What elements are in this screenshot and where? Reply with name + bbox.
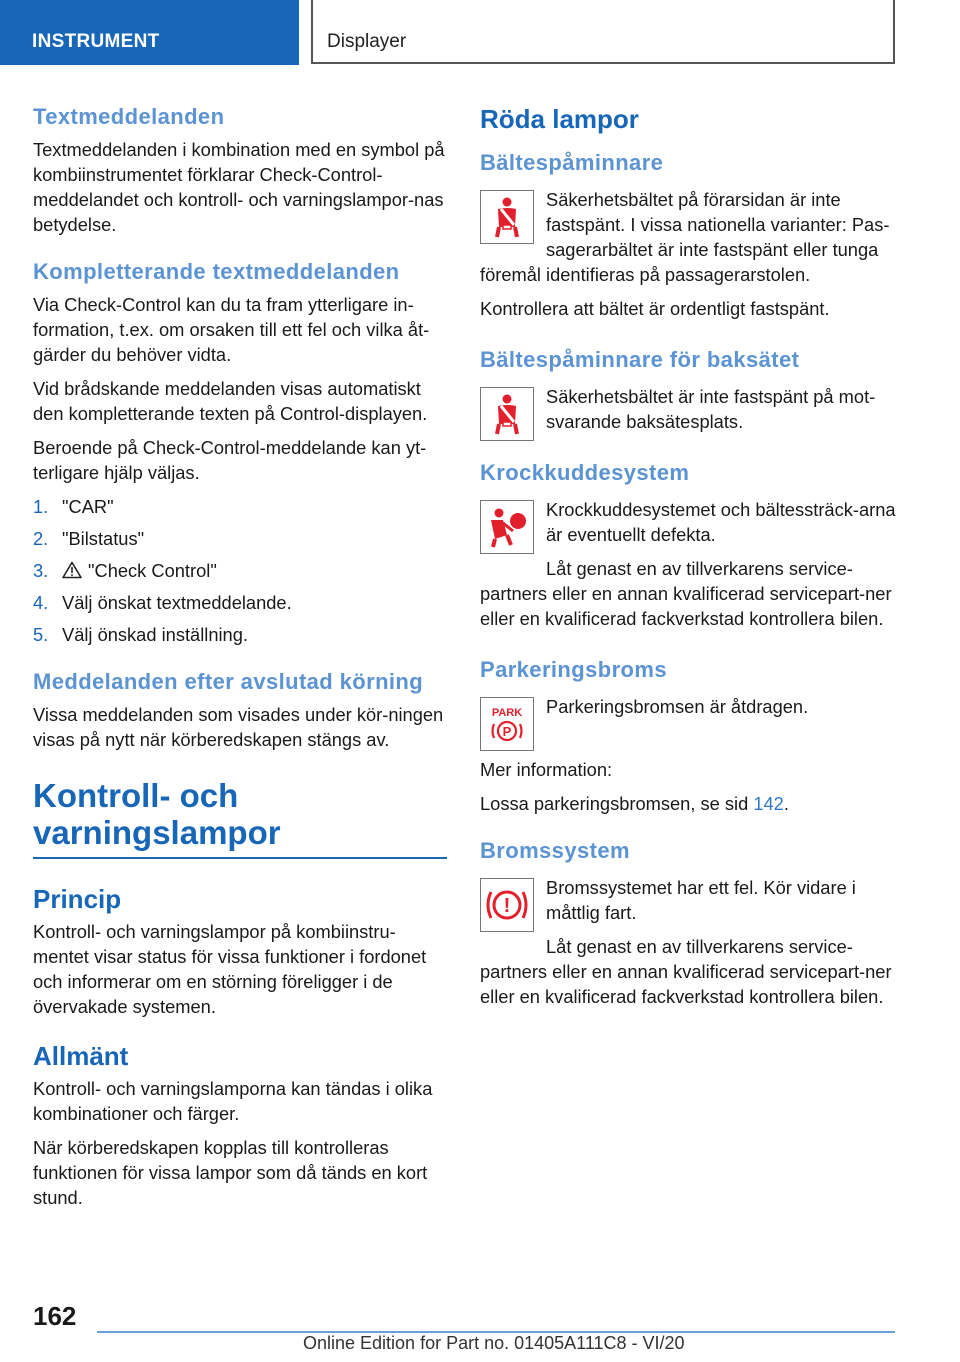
brake-p2: Låt genast en av tillverkarens service-partners eller en annan kvalificerad servicepart-ner eller en kvalificerad fackverkstad kontrollera bilen. [480,936,892,1007]
brake-entry [480,875,896,1018]
seatbelt-entry [480,187,896,296]
main-title-line1: Kontroll- och [33,777,239,814]
list-item [33,494,447,519]
heading-efter-korning: Meddelanden efter avslutad körning [33,669,424,694]
heading-princip: Princip [33,884,122,914]
header-section-tab [0,0,299,65]
brake-text: Bromssystemet har ett fel. Kör vidare i måttlig fart. [546,877,856,923]
seatbelt-text: Säkerhetsbältet på förarsidan är inte fastspänt. I vissa nationella varianter: Pas-sagerarbältet är inte fastspänt eller tunga föremål identifieras på passagerarstolen. [480,189,890,285]
step-number: 1. [33,496,49,517]
list-item [33,558,447,583]
step-text: Välj önskad inställning. [62,624,248,645]
rear-seatbelt-icon [480,387,534,441]
efter-korning-body: Vissa meddelanden som visades under kör-ningen visas på nytt när körberedskapen stängs av. [33,704,444,750]
list-item [33,526,447,551]
svg-text:!: ! [503,895,511,917]
heading-kompletterande: Kompletterande textmeddelanden [33,259,400,284]
heading-krockkuddesystem: Krockkuddesystem [480,460,690,485]
seatbelt-icon [480,190,534,244]
airbag-text: Krockkuddesystemet och bältessträck-arna är eventuellt defekta. [546,499,896,545]
airbag-entry [480,497,896,640]
kompletterande-p3: Beroende på Check-Control-meddelande kan yt-terligare hjälp väljas. [33,437,427,483]
header-subsection-box [311,0,895,64]
step-text: "Check Control" [88,560,217,581]
parking-brake-icon [480,697,534,751]
textmeddelanden-body: Textmeddelanden i kombination med en symbol på kombiinstrumentet förklarar Check-Control-meddelandet och kontroll- och varningslampor-nas betydelse. [33,139,445,235]
step-number: 5. [33,624,49,645]
seatbelt-p2: Kontrollera att bältet är ordentligt fastspänt. [480,298,830,319]
heading-textmeddelanden: Textmeddelanden [33,104,225,129]
heading-baltespaminnare-baksatet: Bältespåminnare för baksätet [480,347,800,372]
heading-roda-lampor: Röda lampor [480,104,639,134]
main-title-line2: varningslampor [33,814,281,851]
heading-allmant: Allmänt [33,1041,129,1071]
step-text: Välj önskat textmeddelande. [62,592,292,613]
airbag-p2: Låt genast en av tillverkarens service-partners eller en annan kvalificerad servicepart-ner eller en kvalificerad fackverkstad kontrollera bilen. [480,558,892,629]
rear-seatbelt-entry [480,384,896,447]
subsection-label: Displayer [327,31,407,52]
step-text: "Bilstatus" [62,528,145,549]
rear-seatbelt-text: Säkerhetsbältet är inte fastspänt på mot-svarande baksätesplats. [546,386,876,432]
svg-text:P: P [502,724,512,739]
allmant-p1: Kontroll- och varningslamporna kan tändas i olika kombinationer och färger. [33,1078,433,1124]
left-column [33,103,447,1219]
heading-baltespaminnare: Bältespåminnare [480,150,664,175]
right-column [480,103,896,1018]
airbag-icon [480,500,534,554]
list-item [33,590,447,615]
warning-triangle-icon [62,561,82,579]
parking-brake-text: Parkeringsbromsen är åtdragen. [546,696,809,717]
kompletterande-p1: Via Check-Control kan du ta fram ytterligare in-formation, t.ex. om orsaken till ett fel och vilka åt-gärder du behöver vidta. [33,294,430,365]
footer-edition: Online Edition for Part no. 01405A111C8 - VI/20 [303,1333,685,1353]
brake-warning-icon [480,878,534,932]
page-link[interactable]: 142 [753,793,784,814]
heading-bromssystem: Bromssystem [480,838,630,863]
heading-parkeringsbroms: Parkeringsbroms [480,657,667,682]
svg-text:PARK: PARK [491,707,523,719]
kompletterande-p2: Vid brådskande meddelanden visas automatiskt den kompletterande texten på Control-displayen. [33,378,428,424]
main-title-block [33,777,447,859]
step-text: "CAR" [62,496,114,517]
parking-brake-entry [480,694,896,757]
parking-brake-p2: Mer information: [480,759,613,780]
parking-brake-p3: Lossa parkeringsbromsen, se sid 142. [480,793,789,814]
step-number: 4. [33,592,49,613]
step-number: 2. [33,528,49,549]
section-label: INSTRUMENT [32,31,160,52]
step-number: 3. [33,560,49,581]
list-item [33,622,447,647]
step-list [33,494,447,647]
princip-body: Kontroll- och varningslampor på kombiinstru-mentet visar status för vissa funktioner i fordonet och informerar om en störning föreligger i de övervakade systemen. [33,921,427,1017]
allmant-p2: När körberedskapen kopplas till kontrolleras funktionen för vissa lampor som då tänds en kort stund. [33,1137,428,1208]
page-number: 162 [33,1301,77,1331]
